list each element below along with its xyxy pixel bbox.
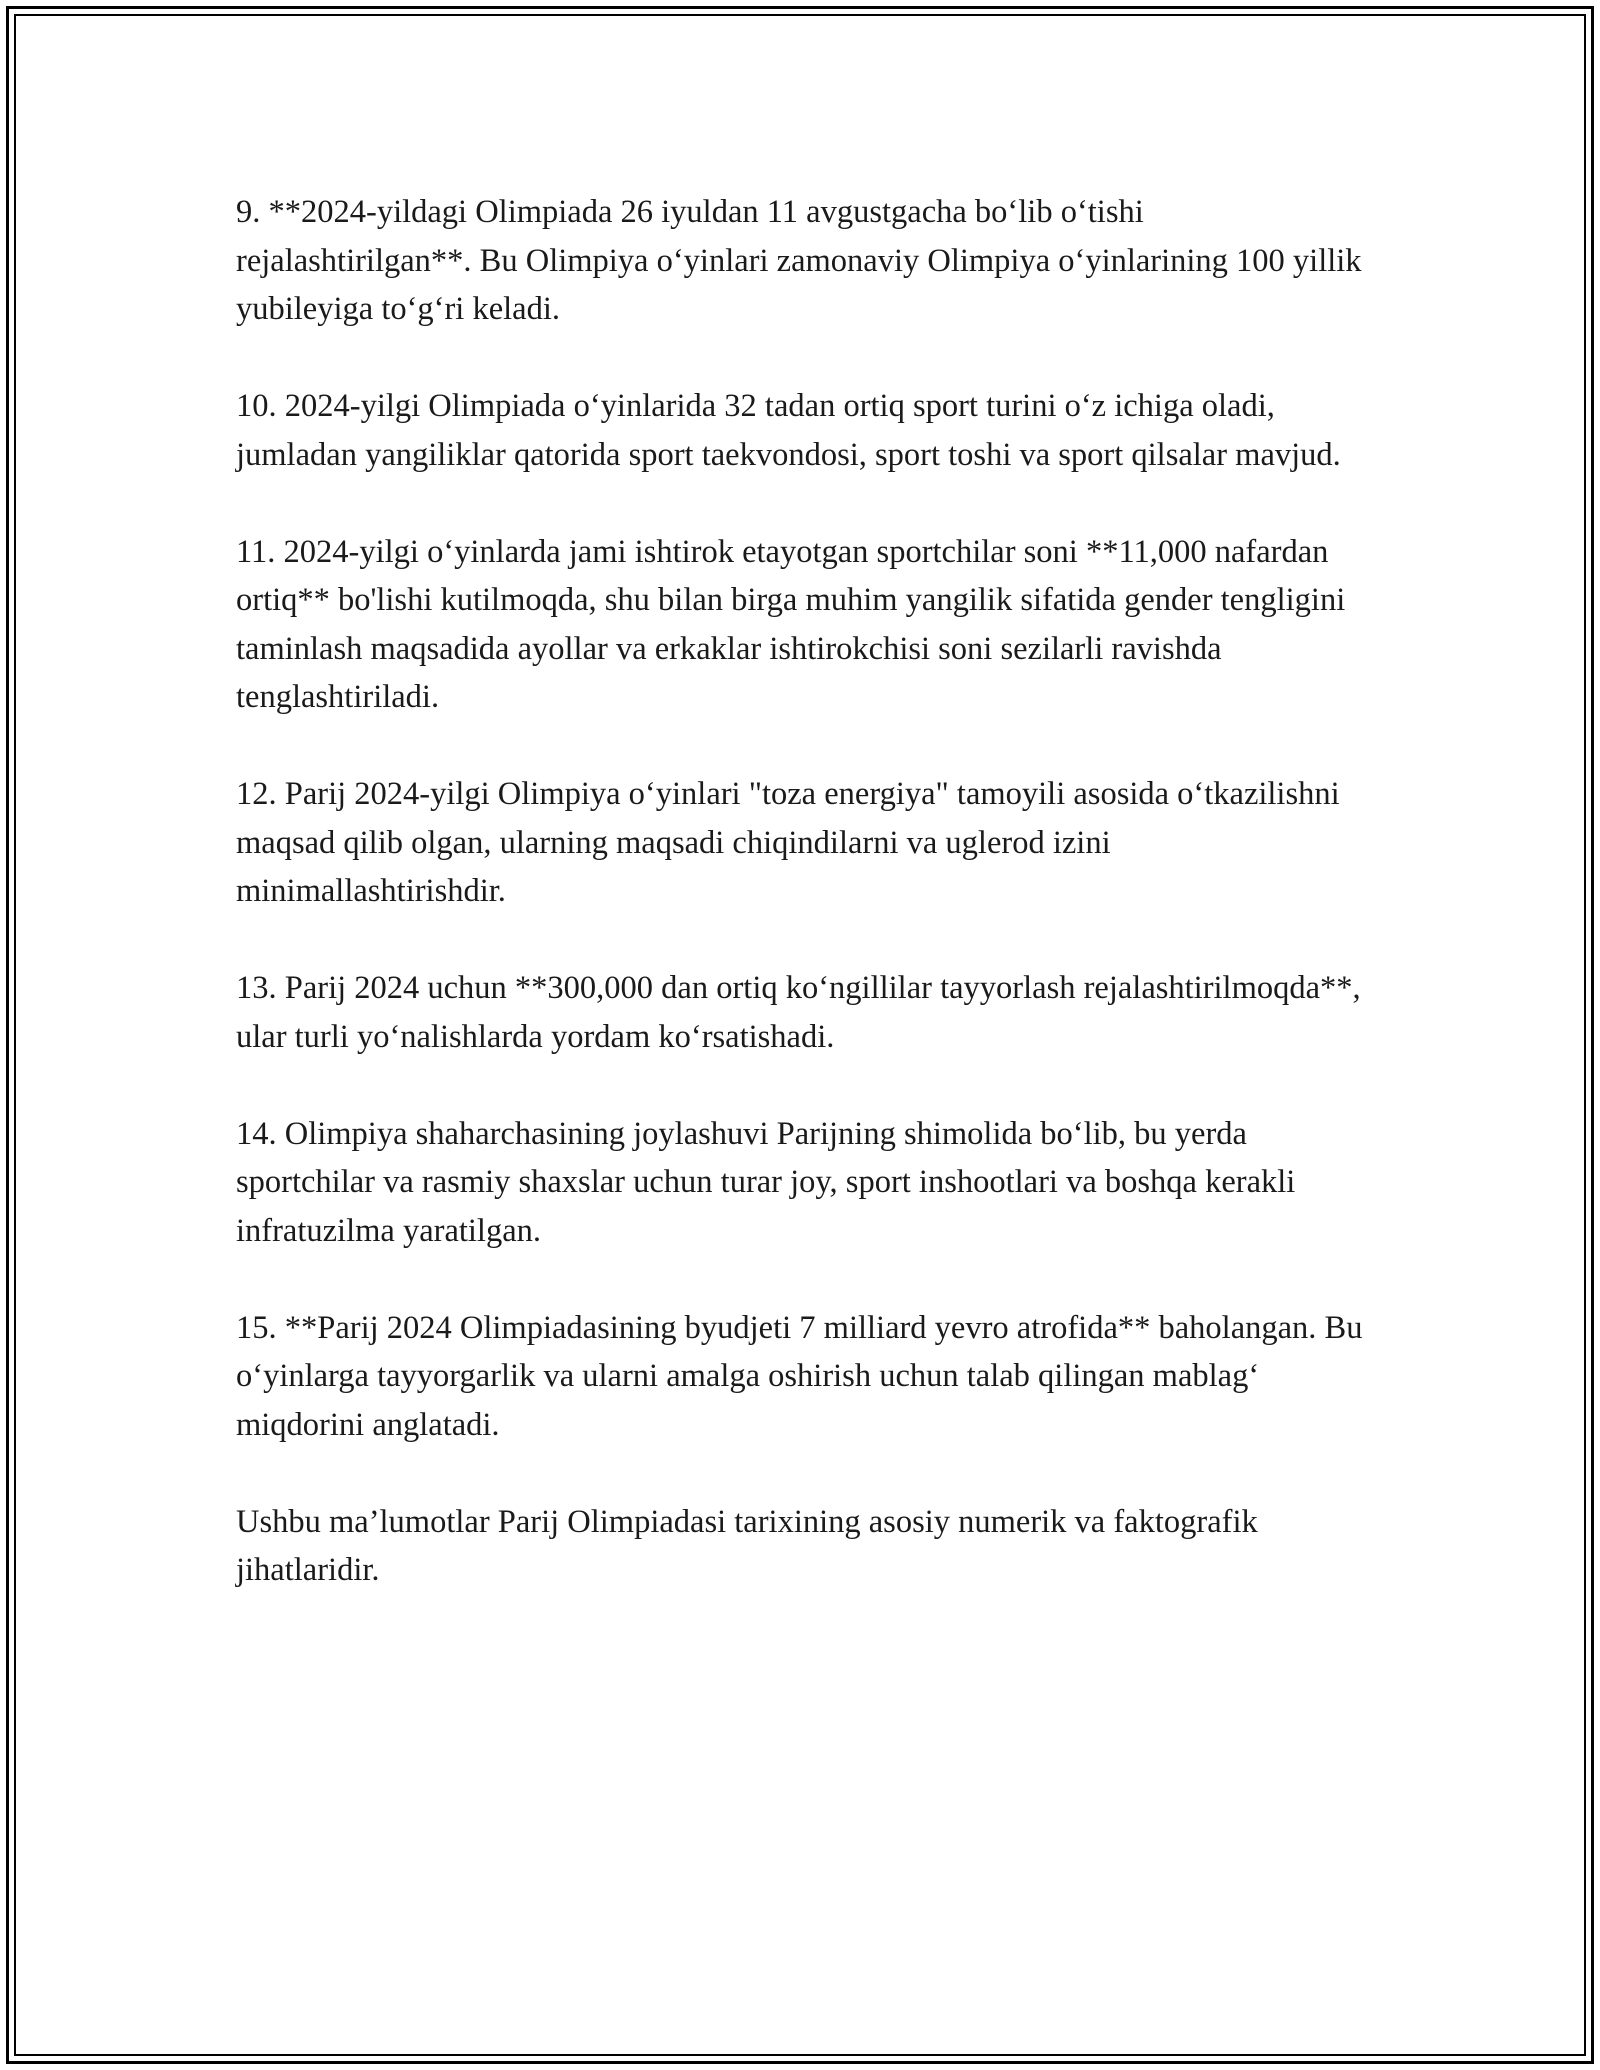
document-body xyxy=(236,188,1376,1643)
paragraph-item-10: 10. 2024-yilgi Olimpiada o‘yinlarida 32 tadan ortiq sport turini o‘z ichiga oladi, jumladan yangiliklar qatorida sport taekvondosi, sport toshi va sport qilsalar mavjud. xyxy=(236,388,1341,473)
paragraph-item-14: 14. Olimpiya shaharchasining joylashuvi Parijning shimolida bo‘lib, bu yerda sportchilar va rasmiy shaxslar uchun turar joy, sport inshootlari va boshqa kerakli infratuzilma yaratilgan. xyxy=(236,1115,1296,1249)
paragraph-item-12: 12. Parij 2024-yilgi Olimpiya o‘yinlari "toza energiya" tamoyili asosida o‘tkazilishni maqsad qilib olgan, ularning maqsadi chiqindilarni va uglerod izini minimallashtirishdir. xyxy=(236,776,1340,909)
paragraph-item-13: 13. Parij 2024 uchun **300,000 dan ortiq ko‘ngillilar tayyorlash rejalashtirilmoqda**, ular turli yo‘nalishlarda yordam ko‘rsatishadi. xyxy=(236,970,1361,1055)
paragraph-item-11: 11. 2024-yilgi o‘yinlarda jami ishtirok etayotgan sportchilar soni **11,000 nafardan ortiq** bo'lishi kutilmoqda, shu bilan birga muhim yangilik sifatida gender tengligini taminlash maqsadida ayollar va erkaklar ishtirokchisi soni sezilarli ravishda tenglashtiriladi. xyxy=(236,533,1346,715)
paragraph-item-15: 15. **Parij 2024 Olimpiadasining byudjeti 7 milliard yevro atrofida** baholangan. Bu o‘yinlarga tayyorgarlik va ularni amalga oshirish uchun talab qilingan mablag‘ miqdorini anglatadi. xyxy=(236,1309,1363,1443)
paragraph-item-9: 9. **2024-yildagi Olimpiada 26 iyuldan 11 avgustgacha bo‘lib o‘tishi rejalashtirilgan**. Bu Olimpiya o‘yinlari zamonaviy Olimpiya o‘yinlarining 100 yillik yubileyiga to‘g‘ri keladi. xyxy=(236,194,1362,327)
closing-paragraph: Ushbu ma’lumotlar Parij Olimpiadasi tarixining asosiy numerik va faktografik jihatlaridir. xyxy=(236,1503,1258,1588)
